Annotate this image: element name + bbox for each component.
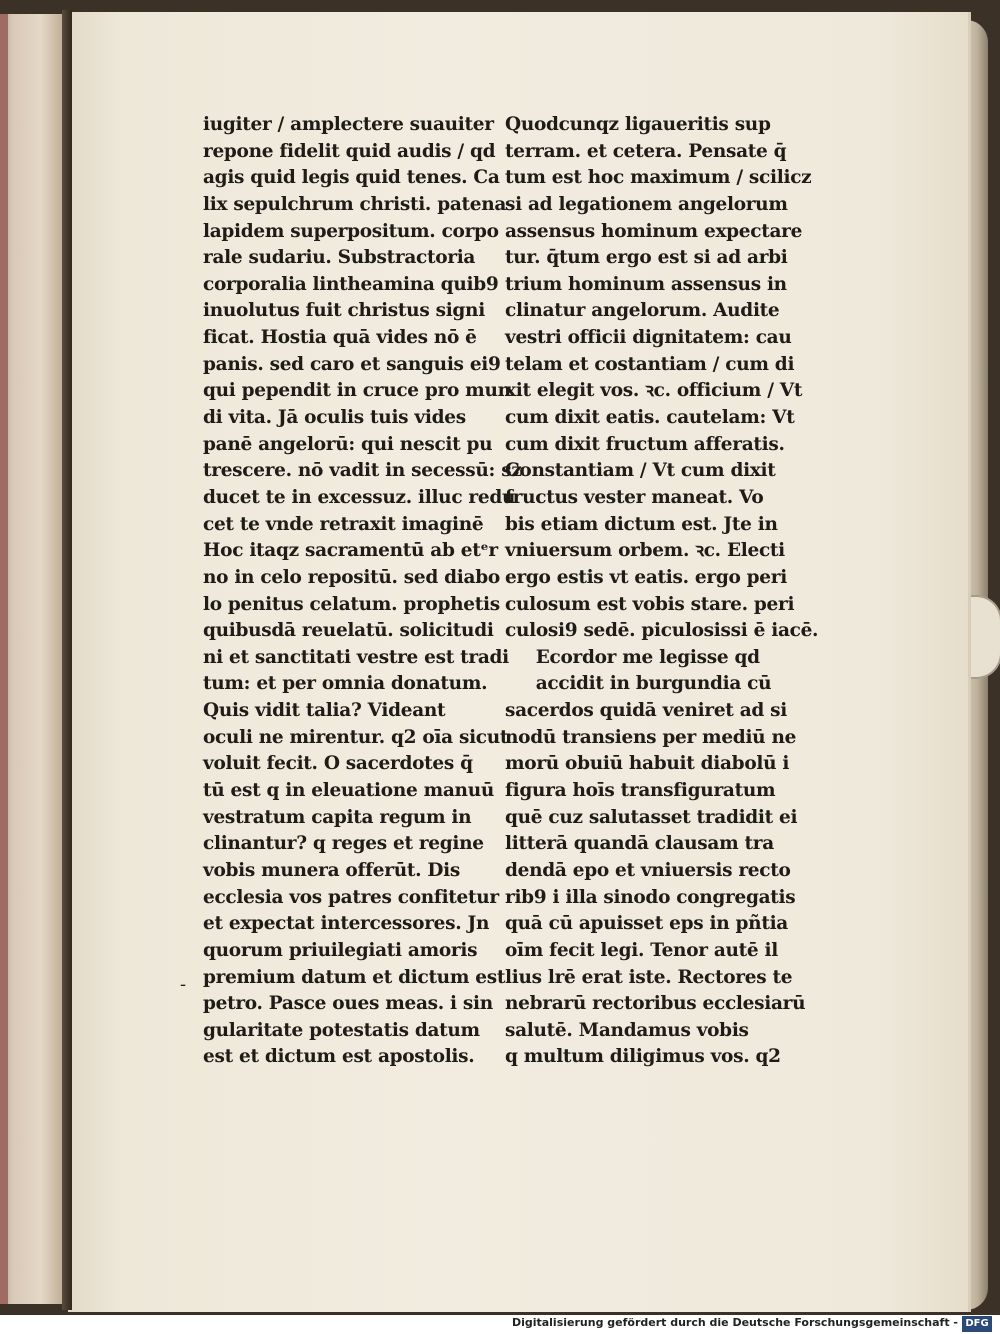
facing-page-edge	[0, 14, 68, 1304]
text-line: nebrarū rectoribus ecclesiarū	[505, 993, 806, 1015]
text-line: lius lrē erat iste. Rectores te	[505, 966, 793, 988]
text-line: corporalia lintheamina quib9	[203, 273, 499, 295]
text-line: vniuersum orbem. ꝛc. Electi	[505, 540, 785, 562]
text-line: di vita. Jā oculis tuis vides	[203, 407, 466, 429]
text-line: accidit in burgundia cū	[505, 673, 772, 695]
text-line: quē cuz salutasset tradidit ei	[505, 806, 798, 828]
text-line: Constantiam / Vt cum dixit	[505, 460, 776, 482]
text-line: oculi ne mirentur. q2 oīa sicut	[203, 726, 509, 748]
text-line: est et dictum est apostolis.	[203, 1046, 475, 1068]
text-line: terram. et cetera. Pensate q̄	[505, 140, 787, 162]
text-line: gularitate potestatis datum	[203, 1019, 480, 1041]
text-line: inuolutus fuit christus signi	[203, 300, 485, 322]
text-line: clinantur? q reges et regine	[203, 833, 484, 855]
text-line: repone fidelit quid audis / qd	[203, 140, 496, 162]
text-line: vestratum capita regum in	[203, 806, 472, 828]
text-line: panē angelorū: qui nescit pu	[203, 433, 493, 455]
text-line: agis quid legis quid tenes. Ca	[203, 167, 500, 189]
text-line: lo penitus celatum. prophetis	[203, 593, 500, 615]
text-line: quā cū apuisset eps in pñtia	[505, 913, 788, 935]
text-line: ecclesia vos patres confitetur	[203, 886, 499, 908]
text-line: cum dixit fructum afferatis.	[505, 433, 785, 455]
text-line: tur. q̄tum ergo est si ad arbi	[505, 247, 788, 269]
text-line: oīm fecit legi. Tenor autē il	[505, 939, 778, 961]
text-line: assensus hominum expectare	[505, 220, 803, 242]
text-line: trium hominum assensus in	[505, 273, 787, 295]
text-line: tum: et per omnia donatum.	[203, 673, 488, 695]
text-line: lix sepulchrum christi. patena	[203, 193, 507, 215]
text-line: vestri officii dignitatem: cau	[505, 327, 792, 349]
text-line: iugiter / amplectere suauiter	[203, 114, 494, 135]
text-line: fructus vester maneat. Vo	[505, 486, 764, 508]
text-line: vobis munera offerūt. Dis	[203, 859, 460, 881]
text-line: clinatur angelorum. Audite	[505, 300, 780, 322]
text-line: premium datum et dictum est	[203, 966, 506, 988]
text-line: xit elegit vos. ꝛc. officium / Vt	[505, 380, 803, 402]
text-line: lapidem superpositum. corpo	[203, 220, 499, 242]
text-line: ergo estis vt eatis. ergo peri	[505, 566, 787, 588]
text-line: no in celo repositū. sed diabo	[203, 566, 500, 588]
text-line: litterā quandā clausam tra	[505, 833, 774, 855]
text-line: voluit fecit. O sacerdotes q̄	[203, 753, 473, 775]
text-line: Quis vidit talia? Videant	[203, 700, 446, 722]
text-line: et expectat intercessores. Jn	[203, 913, 490, 935]
text-line: bis etiam dictum est. Jte in	[505, 513, 778, 535]
text-line: q multum diligimus vos. q2	[505, 1046, 781, 1068]
binding-edge	[0, 14, 8, 1304]
text-line: tū est q in eleuatione manuū	[203, 780, 494, 802]
text-line: panis. sed caro et sanguis ei9	[203, 353, 501, 375]
footer-bar	[0, 1315, 1000, 1334]
text-line: si ad legationem angelorum	[505, 193, 788, 215]
text-line: culosi9 sedē. piculosissi ē iacē.	[505, 620, 819, 642]
text-line: ni et sanctitati vestre est tradi	[203, 646, 509, 668]
text-line: cum dixit eatis. cautelam: Vt	[505, 407, 795, 429]
text-line: telam et costantiam / cum di	[505, 353, 795, 375]
margin-mark: -	[180, 974, 187, 995]
text-line: sacerdos quidā veniret ad si	[505, 700, 787, 722]
text-line: petro. Pasce oues meas. i sin	[203, 993, 493, 1015]
right-text-column	[505, 112, 819, 1071]
text-line: rale sudariu. Substractoria	[203, 247, 476, 269]
text-line: dendā epo et vniuersis recto	[505, 859, 791, 881]
left-text-column	[203, 112, 522, 1071]
text-line: Quodcunqz ligaueritis sup	[505, 114, 771, 135]
text-line: quibusdā reuelatū. solicitudi	[203, 620, 494, 642]
text-line: salutē. Mandamus vobis	[505, 1019, 749, 1041]
text-line: nodū transiens per mediū ne	[505, 726, 797, 748]
text-line: Hoc itaqz sacramentū ab etᵉr	[203, 540, 498, 562]
text-line: cet te vnde retraxit imaginē	[203, 513, 484, 535]
text-line: trescere. nō vadit in secessū: sz	[203, 460, 522, 482]
text-line: rib9 i illa sinodo congregatis	[505, 886, 796, 908]
text-line: qui pependit in cruce pro mun	[203, 380, 511, 402]
text-line: ducet te in excessuz. illuc redu	[203, 486, 516, 508]
text-line: tum est hoc maximum / scilicz	[505, 167, 812, 189]
text-line: Ecordor me legisse qd	[505, 646, 760, 668]
text-line: figura hoīs transfiguratum	[505, 780, 776, 802]
funding-notice: Digitalisierung gefördert durch die Deutsche Forschungsgemeinschaft -	[511, 1316, 958, 1329]
gutter	[62, 10, 72, 1310]
text-line: culosum est vobis stare. peri	[505, 593, 795, 615]
text-line: ficat. Hostia quā vides nō ē	[203, 327, 477, 349]
dfg-logo: DFG	[962, 1316, 992, 1332]
text-line: morū obuiū habuit diabolū i	[505, 753, 790, 775]
text-line: quorum priuilegiati amoris	[203, 939, 478, 961]
